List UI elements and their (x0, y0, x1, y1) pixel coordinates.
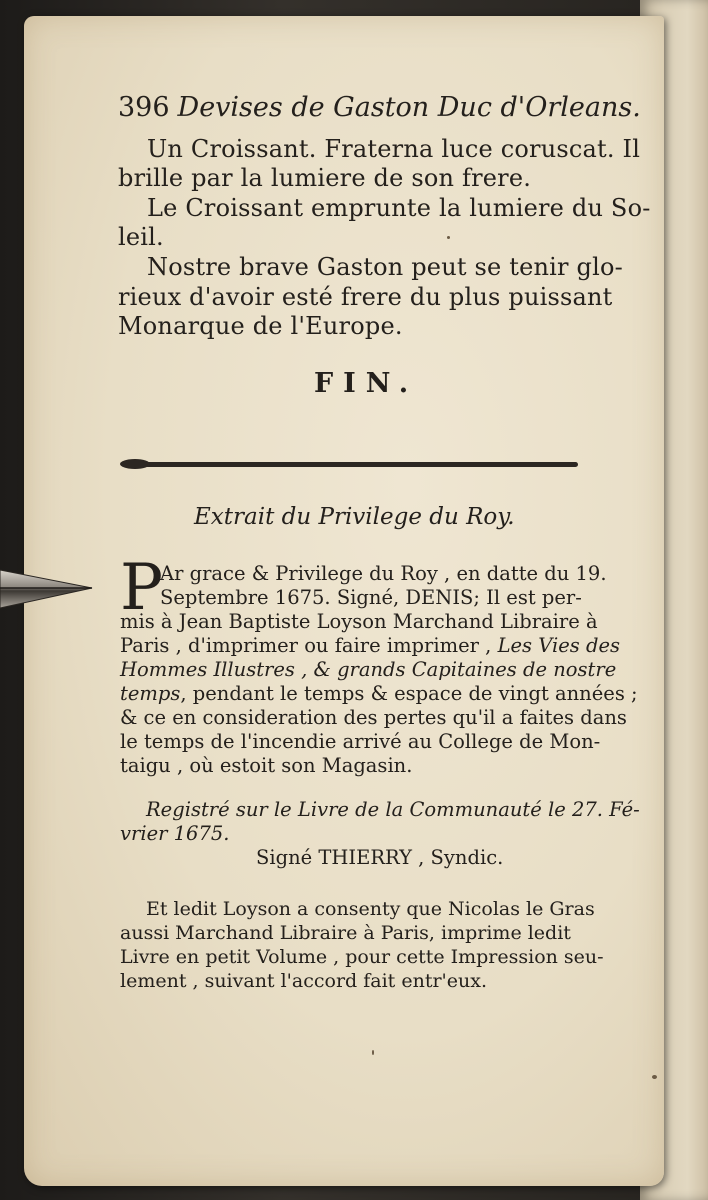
privilege-text: Paris , d'imprimer ou faire imprimer , (120, 634, 492, 657)
privilege-title: Extrait du Privilege du Roy. (194, 504, 515, 530)
privilege-line (120, 634, 620, 657)
privilege-line: mis à Jean Baptiste Loyson Marchand Libraire à (120, 610, 598, 633)
privilege-line: & ce en consideration des pertes qu'il a faites dans (120, 706, 627, 729)
consent-line: Livre en petit Volume , pour cette Impression seu- (120, 946, 604, 968)
running-head (118, 92, 641, 123)
text-line: Un Croissant. Fraterna luce coruscat. Il (147, 135, 641, 163)
text-line: brille par la lumiere de son frere. (118, 164, 532, 192)
pointer-tool (0, 566, 96, 612)
privilege-line-italic: Hommes Illustres , & grands Capitaines de nostre (120, 658, 617, 681)
finis: FIN. (314, 368, 419, 399)
paper-speck (372, 1050, 374, 1055)
running-title: Devises de Gaston Duc d'Orleans. (177, 92, 641, 123)
text-line: Le Croissant emprunte la lumiere du So- (147, 194, 651, 222)
divider-rule (122, 462, 578, 467)
registre-line: Registré sur le Livre de la Communauté le 27. Fé- (146, 798, 640, 821)
privilege-text: , pendant le temps & espace de vingt années ; (180, 682, 638, 705)
text-line: rieux d'avoir esté frere du plus puissant (118, 283, 613, 311)
page-number: 396 (118, 92, 170, 123)
privilege-line: Septembre 1675. Signé, DENIS; Il est per- (160, 586, 582, 609)
privilege-line (120, 682, 638, 705)
work-title-italic: temps (120, 682, 181, 705)
paper-speck (447, 236, 450, 239)
dropcap: P (120, 551, 164, 625)
privilege-line: le temps de l'incendie arrivé au College de Mon- (120, 730, 601, 753)
consent-line: Et ledit Loyson a consenty que Nicolas le Gras (146, 898, 595, 920)
work-title-italic: Les Vies des (497, 634, 621, 657)
privilege-line: Ar grace & Privilege du Roy , en datte du 19. (160, 562, 607, 585)
registre-line: vrier 1675. (120, 822, 230, 845)
paper-speck (652, 1075, 657, 1079)
consent-line: aussi Marchand Libraire à Paris, imprime ledit (120, 922, 571, 944)
text-line: Nostre brave Gaston peut se tenir glo- (147, 253, 623, 281)
text-line: leil. (118, 223, 164, 251)
text-line: Monarque de l'Europe. (118, 312, 403, 340)
consent-line: lement , suivant l'accord fait entr'eux. (120, 970, 488, 992)
privilege-line: taigu , où estoit son Magasin. (120, 754, 413, 777)
signature-line: Signé THIERRY , Syndic. (256, 846, 504, 869)
